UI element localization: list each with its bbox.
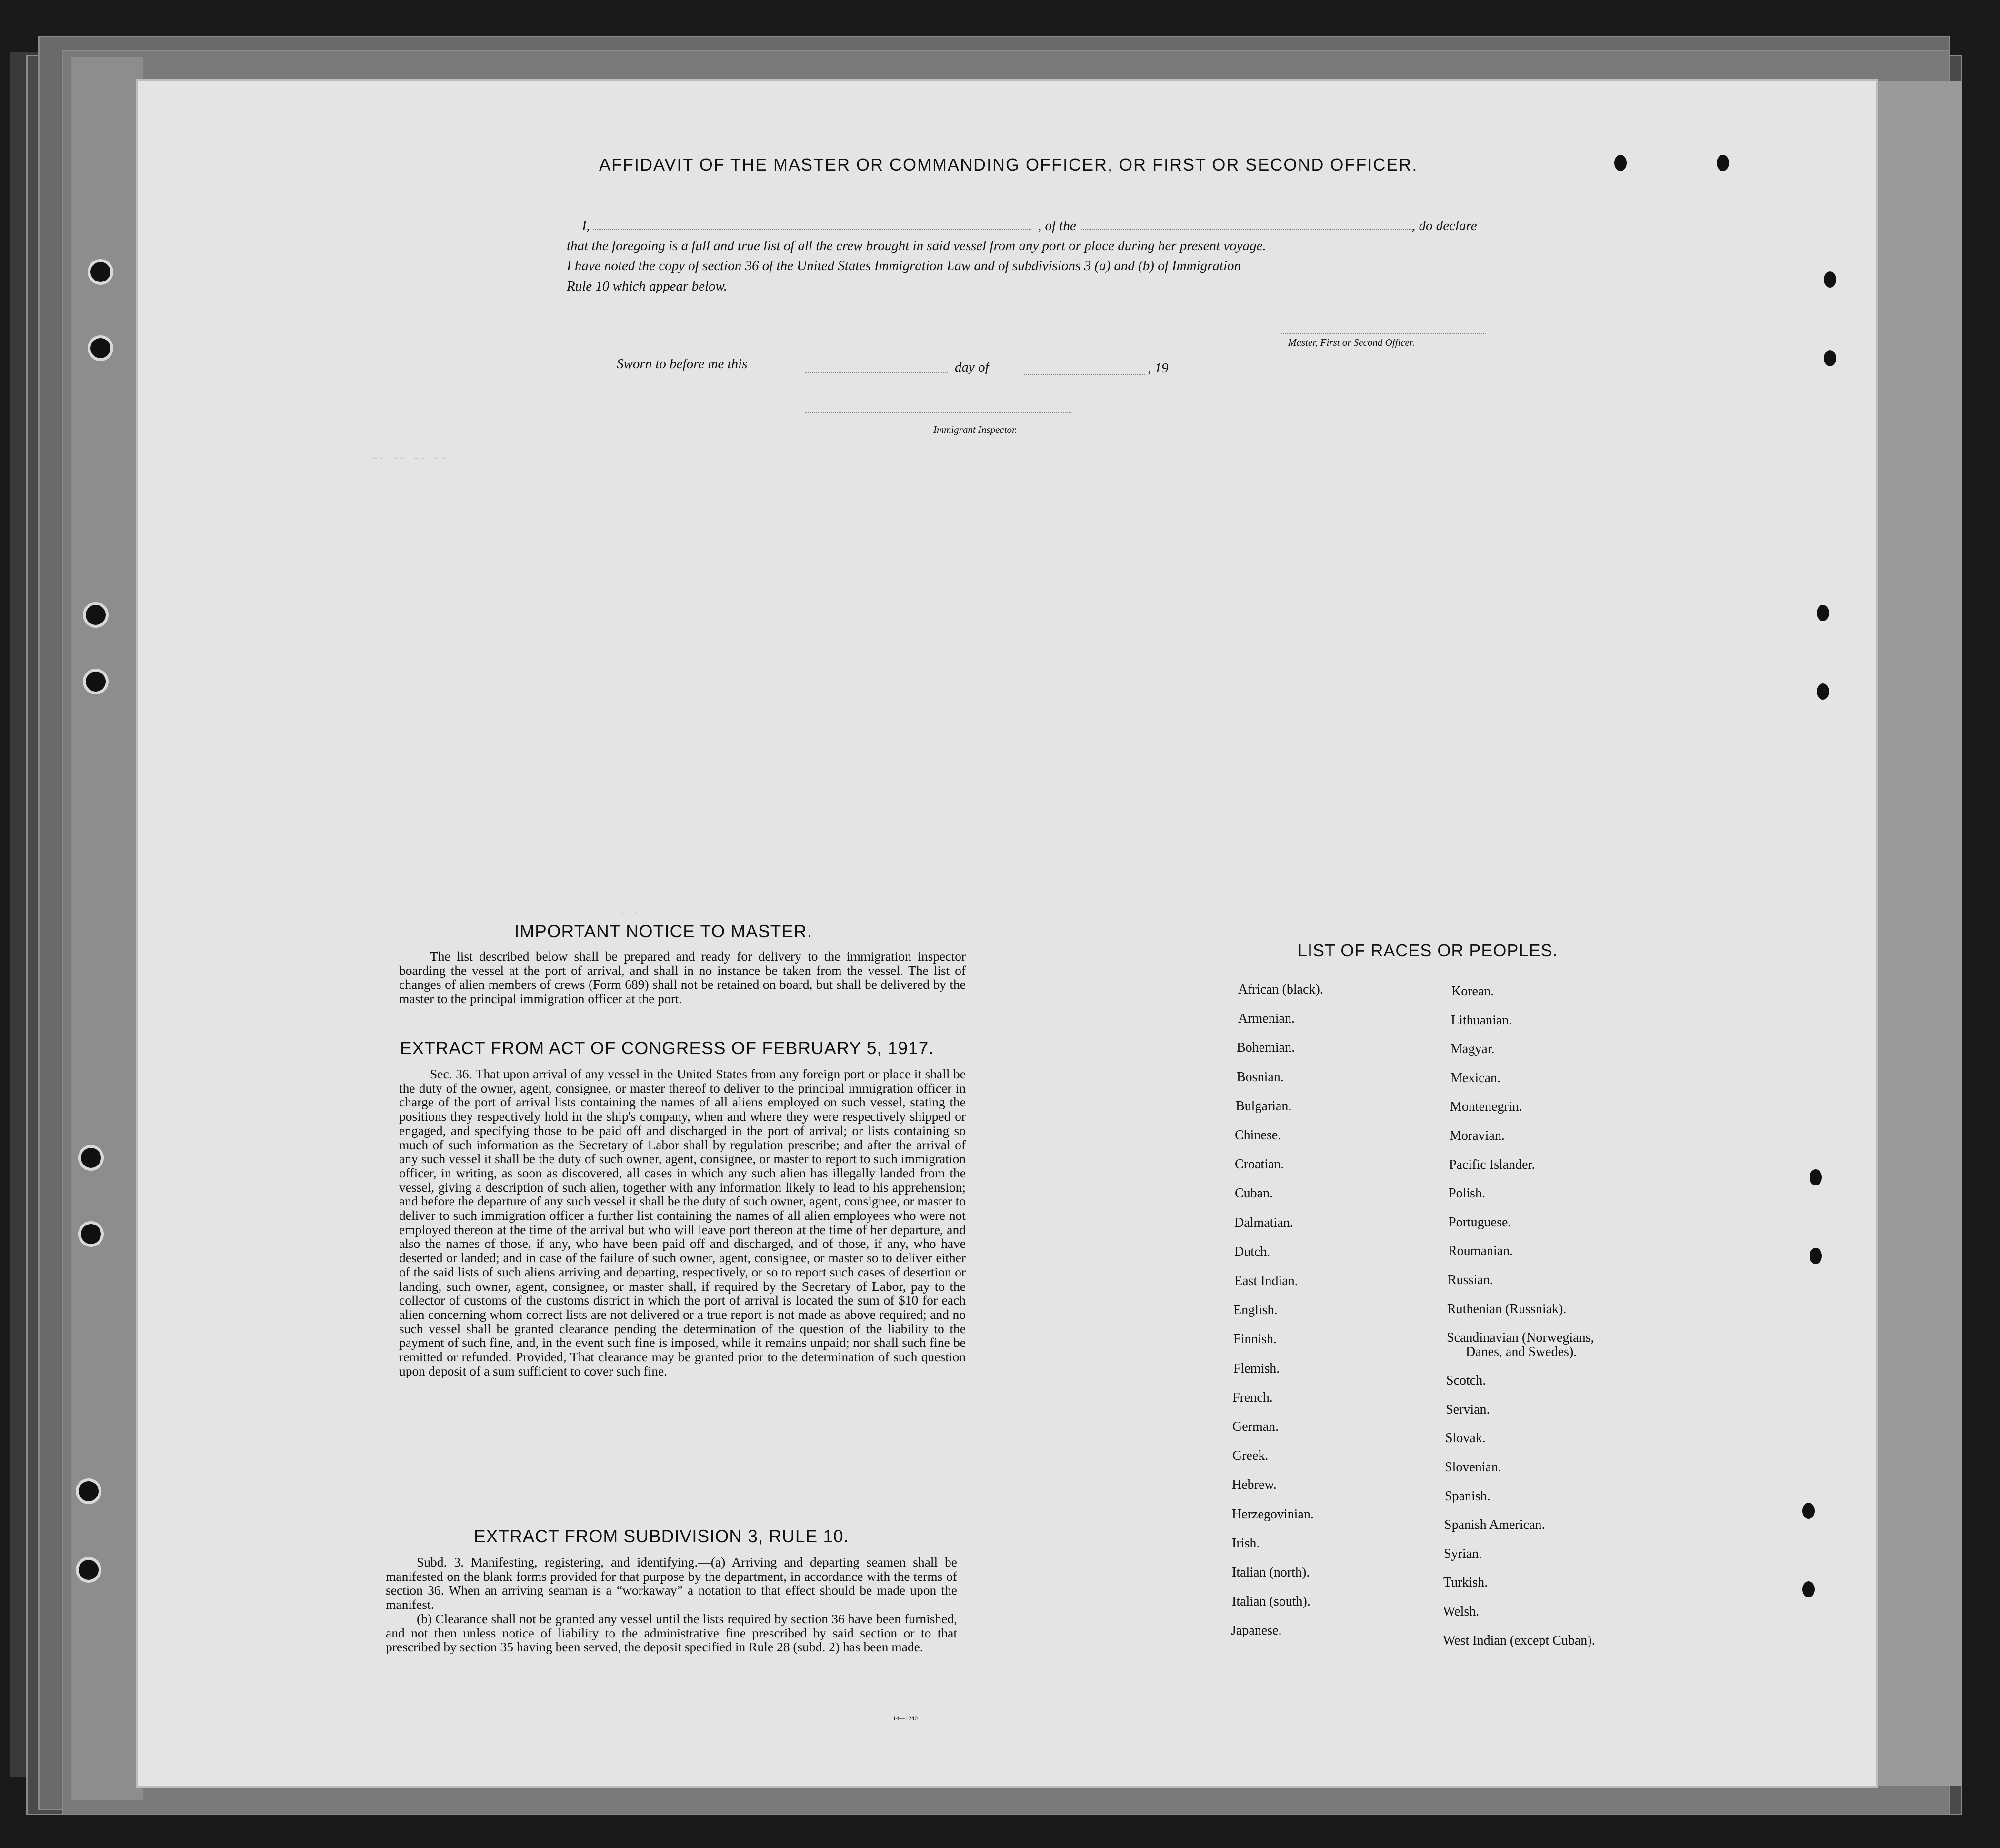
punch-hole <box>1810 1169 1822 1185</box>
punch-hole <box>86 672 106 692</box>
affidavit-line-3: I have noted the copy of section 36 of the United States Immigration Law and of subdivisions 3 (a) and (b) of Immigration <box>567 258 1241 273</box>
act-extract-paragraph: Sec. 36. That upon arrival of any vessel in the United States from any foreign port or place it shall be the duty of the owner, agent, consignee, or master thereof to deliver to the principal immigration officer in charge of the port of arrival lists containing the names of all aliens employed on such vessel, stating the positions they respectively hold in the ship's company, when and where they were respectively shipped or engaged, and specifying those to be paid off and discharged in the port of arrival; or lists containing so much of such information as the Secretary of Labor shall by regulation prescribe; and after the arrival of any such vessel it shall be the duty of such owner, agent, consignee, or master to report to such immigration officer, in writing, as soon as discovered, all cases in which any such alien has illegally landed from the vessel, giving a description of such alien, together with any information likely to lead to his apprehension; and before the departure of any such vessel it shall be the duty of such owner, agent, consignee, or master to deliver to such immigration officer a further list containing the names of all alien employees who were not employed thereon at the time of the arrival but who will leave port thereon at the time of her departure, and also the names of those, if any, who have been paid off and discharged, and of those, if any, who have deserted or landed; and in case of the failure of such owner, agent, consignee, or master so to deliver either of the said lists of such aliens arriving and departing, respectively, or so to report such cases of desertion or landing, such owner, agent, consignee, or master shall, if required by the Secretary of Labor, pay to the collector of customs of the customs district in which the port of arrival is located the sum of $10 for each alien concerning whom correct lists are not delivered or a true report is not made as above required; and no such vessel shall be granted clearance pending the determination of the question of the liability to the payment of such fine, and, in the event such fine is imposed, while it remains unpaid; nor shall such fine be remitted or refunded: Provided, That clearance may be granted prior to the determination of such question upon deposit of a sum sufficient to cover such fine. <box>399 1066 966 1378</box>
notice-title: IMPORTANT NOTICE TO MASTER. <box>514 922 812 941</box>
notice-body <box>399 949 966 1006</box>
race-item: Herzegovinian. <box>1232 1507 1314 1522</box>
race-item: Slovak. <box>1445 1431 1486 1446</box>
affidavit-title: AFFIDAVIT OF THE MASTER OR COMMANDING OFFICER, OR FIRST OR SECOND OFFICER. <box>599 155 1418 174</box>
punch-hole <box>90 262 110 282</box>
document-page <box>138 81 1876 1786</box>
race-item: Magyar. <box>1450 1042 1495 1057</box>
punch-hole <box>1810 1248 1822 1264</box>
race-item: Cuban. <box>1235 1186 1273 1201</box>
signature-line[interactable] <box>1281 333 1486 334</box>
race-item: French. <box>1232 1390 1273 1405</box>
race-item: Hebrew. <box>1232 1477 1277 1493</box>
race-item: Spanish. <box>1445 1488 1490 1504</box>
sworn-year: , 19 <box>1148 361 1169 376</box>
race-item: Spanish American. <box>1444 1517 1545 1533</box>
rule-paragraph-b: (b) Clearance shall not be granted any vessel until the lists required by section 36 have been furnished, and not then unless notice of liability to the administrative fine prescribed by said section or to that prescribed by section 35 having been served, the deposit specified in Rule 28 (subd. 2) has been made. <box>386 1611 957 1655</box>
race-item: Korean. <box>1451 984 1494 999</box>
rule-extract-title: EXTRACT FROM SUBDIVISION 3, RULE 10. <box>474 1527 849 1546</box>
race-item: Roumanian. <box>1448 1244 1513 1259</box>
sworn-day-blank[interactable] <box>805 372 948 373</box>
race-item: Japanese. <box>1231 1623 1282 1638</box>
race-item: Dalmatian. <box>1234 1215 1293 1230</box>
punch-hole <box>1817 605 1829 621</box>
race-item: Irish. <box>1232 1536 1260 1551</box>
race-item: English. <box>1233 1303 1278 1318</box>
name-blank[interactable] <box>593 229 1031 230</box>
inspector-label: Immigrant Inspector. <box>933 424 1018 435</box>
punch-hole <box>86 605 106 625</box>
race-item: Finnish. <box>1233 1332 1277 1347</box>
race-item: Mexican. <box>1450 1070 1500 1085</box>
race-item: Bosnian. <box>1237 1069 1284 1085</box>
punch-hole <box>1817 683 1829 700</box>
notice-paragraph: The list described below shall be prepared and ready for delivery to the immigration inspector boarding the vessel at the port of arrival, and shall in no instance be taken from the vessel. The list of changes of alien members of crews (Form 689) shall not be retained on board, but shall be delivered by the master to the principal immigration officer at the port. <box>399 949 966 1006</box>
affidavit-line-4: Rule 10 which appear below. <box>567 279 727 294</box>
punch-hole <box>1802 1503 1815 1519</box>
punch-hole <box>81 1148 101 1168</box>
race-item: African (black). <box>1238 982 1323 997</box>
punch-hole <box>1717 155 1729 171</box>
race-item: Ruthenian (Russniak). <box>1447 1301 1567 1316</box>
affidavit-declare: , do declare <box>1412 218 1477 233</box>
punch-hole <box>79 1481 99 1501</box>
race-item: Bohemian. <box>1237 1040 1295 1055</box>
signature-label: Master, First or Second Officer. <box>1288 337 1415 348</box>
race-item: Dutch. <box>1234 1244 1270 1259</box>
race-item: Montenegrin. <box>1450 1099 1522 1115</box>
punch-hole <box>81 1224 101 1244</box>
race-item: Danes, and Swedes). <box>1466 1345 1577 1360</box>
race-item: Syrian. <box>1444 1546 1482 1561</box>
bleed-through: . . <box>619 905 640 918</box>
punch-hole <box>90 338 110 358</box>
race-item: German. <box>1232 1419 1279 1434</box>
race-item: East Indian. <box>1234 1274 1298 1288</box>
bleed-through: -- -- -- -- <box>371 452 447 465</box>
sworn-day-of: day of <box>955 360 989 375</box>
race-item: Bulgarian. <box>1236 1098 1292 1114</box>
sworn-month-blank[interactable] <box>1024 374 1145 375</box>
affidavit-line-2: that the foregoing is a full and true list of all the crew brought in said vessel from any port or place during her present voyage. <box>567 238 1266 253</box>
punch-hole <box>1824 271 1836 288</box>
race-item: Armenian. <box>1238 1011 1295 1026</box>
race-item: Flemish. <box>1233 1361 1280 1376</box>
punch-hole <box>1802 1581 1815 1597</box>
rule-paragraph-a: Subd. 3. Manifesting, registering, and identifying.—(a) Arriving and departing seamen shall be manifested on the blank forms provided for that purpose by the department, in accordance with the terms of section 36. When an arriving seaman is a “workaway” a notation to that effect should be made upon the manifest. <box>386 1555 957 1612</box>
race-item: Russian. <box>1448 1273 1493 1287</box>
race-item: Pacific Islander. <box>1449 1157 1535 1172</box>
race-item: Croatian. <box>1235 1157 1284 1172</box>
race-item: Portuguese. <box>1449 1215 1511 1230</box>
rule-extract-body <box>386 1555 957 1654</box>
underlying-page-strip <box>71 57 143 1800</box>
sworn-prefix: Sworn to before me this <box>617 356 748 372</box>
punch-hole <box>79 1560 99 1580</box>
race-item: Lithuanian. <box>1451 1013 1512 1028</box>
affidavit-of-the: , of the <box>1038 218 1413 234</box>
inspector-signature-line[interactable] <box>805 412 1071 413</box>
race-item: Moravian. <box>1450 1128 1505 1143</box>
act-extract-title: EXTRACT FROM ACT OF CONGRESS OF FEBRUARY 5, 1917. <box>400 1038 934 1058</box>
punch-hole <box>1824 350 1836 366</box>
race-item: Italian (north). <box>1232 1565 1310 1580</box>
affidavit-line-i <box>582 218 1031 234</box>
affidavit-i: I, <box>582 218 590 233</box>
race-item: Scotch. <box>1446 1373 1486 1388</box>
race-item: Slovenian. <box>1445 1460 1501 1475</box>
race-item: West Indian (except Cuban). <box>1443 1633 1595 1648</box>
race-item: Italian (south). <box>1232 1594 1310 1609</box>
vessel-blank[interactable] <box>1080 229 1413 230</box>
races-title: LIST OF RACES OR PEOPLES. <box>1298 941 1558 960</box>
race-item: Scandinavian (Norwegians, <box>1447 1330 1594 1346</box>
race-item: Chinese. <box>1235 1128 1281 1143</box>
act-extract-body <box>399 1067 966 1378</box>
race-item: Servian. <box>1446 1402 1490 1417</box>
race-item: Polish. <box>1449 1186 1486 1201</box>
race-item: Greek. <box>1232 1448 1269 1464</box>
punch-hole <box>1614 155 1627 171</box>
form-number: 14—1240 <box>893 1715 918 1722</box>
race-item: Welsh. <box>1443 1604 1480 1619</box>
race-item: Turkish. <box>1443 1575 1488 1590</box>
